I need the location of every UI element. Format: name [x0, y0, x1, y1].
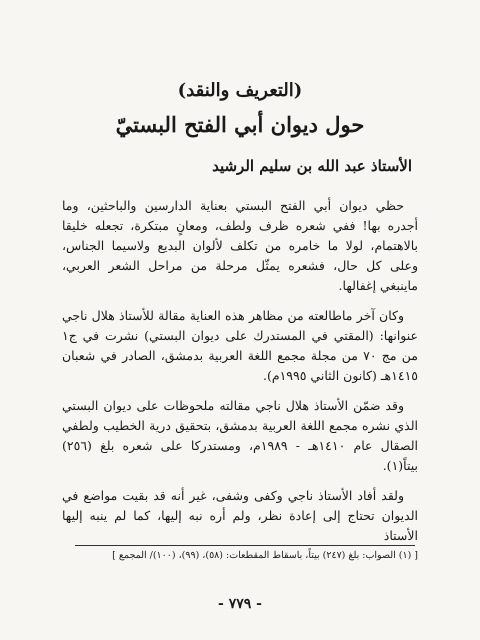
footnote: [ (١) الصواب: بلغ (٢٤٧) بيتاً، باسقاط المقطعات: (٥٨)، (٩٩)، (١٠٠)/ المجمع ]: [112, 550, 418, 561]
article-body: [62, 196, 418, 556]
paragraph: وقد ضمّن الأستاذ هلال ناجي مقالته ملحوظات على ديوان البستي الذي نشره مجمع اللغة العربية بدمشق، بتحقيق درية الخطيب ولطفي الصقال عام ١٤١٠هـ - ١٩٨٩م، ومستدركا على شعره بلغ (٢٥٦) بيتاً(١).: [62, 398, 418, 473]
paragraph: ولقد أفاد الأستاذ ناجي وكفى وشفى، غير أنه قد بقيت مواضع في الديوان تحتاج إلى إعادة نظر، ولم أره نبه إليها، كما لم ينبه إليها الأستاذ: [62, 488, 418, 543]
section-label: (التعريف والنقد): [177, 80, 303, 101]
article-title: حول ديوان أبي الفتح البستيّ: [115, 112, 365, 137]
author-name: الأستاذ عبد الله بن سليم الرشيد: [212, 157, 412, 175]
paragraph: حظي ديوان أبي الفتح البستي بعناية الدارسين والباحثين، وما أجدره بها! ففي شعره ظرف ولطف، ومعانٍ مبتكرة، تجعله خليقا بالاهتمام، لولا ما خامره من تكلف لألوان البديع ولاسيما الجناس، وعلى كل حال، فشعره يمثّل مرحلة من مراحل الشعر العربي، ماينبغي إغفالها.: [62, 198, 418, 293]
footnote-divider: [75, 545, 415, 546]
paragraph: وكان آخر ماطالعته من مظاهر هذه العناية مقالة للأستاذ هلال ناجي عنوانها: (المقتي في المستدرك على ديوان البستي) نشرت في ج١ من مج ٧٠ من مجلة مجمع اللغة العربية بدمشق، الصادر في شعبان ١٤١٥هـ (كانون الثاني ١٩٩٥م).: [62, 308, 418, 383]
page-number: - ٧٧٩ -: [218, 596, 262, 612]
